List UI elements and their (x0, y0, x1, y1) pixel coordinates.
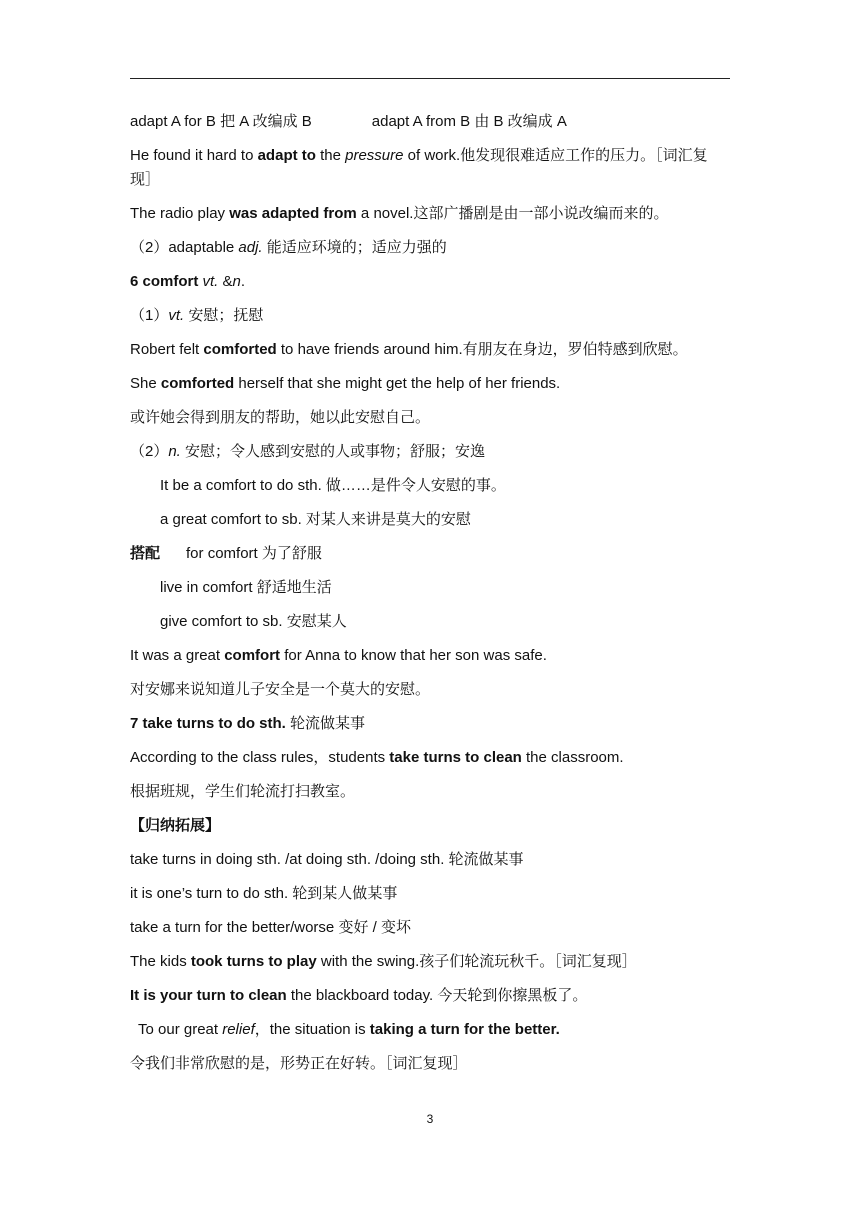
line-comfort-n: （2）n. 安慰；令人感到安慰的人或事物；舒服；安逸 (130, 443, 486, 460)
line-example-anna: It was a great comfort for Anna to know that her son was safe. (130, 647, 547, 664)
line-phrase-great-comfort: a great comfort to sb. 对某人来讲是莫大的安慰 (160, 511, 471, 528)
page-number: 3 (426, 1112, 434, 1126)
line-adaptable: （2）adaptable adj. 能适应环境的；适应力强的 (130, 239, 447, 256)
line-translation-relief: 令我们非常欣慰的是，形势正在好转。［词汇复现］ (130, 1055, 468, 1072)
line-comfort-vt: （1）vt. 安慰；抚慰 (130, 307, 264, 324)
line-example-kids-swing: The kids took turns to play with the swing.孩子们轮流玩秋千。［词汇复现］ (130, 953, 637, 970)
line-phrase-it-be-comfort: It be a comfort to do sth. 做……是件令人安慰的事。 (160, 477, 506, 494)
line-translation-she: 或许她会得到朋友的帮助，她以此安慰自己。 (130, 409, 431, 426)
header-rule (130, 78, 730, 79)
heading-comfort: 6 comfort vt. &n. (130, 273, 246, 290)
line-phrase-take-turns-in: take turns in doing sth. /at doing sth. /doing sth. 轮流做某事 (130, 851, 524, 868)
heading-summary-expansion: 【归纳拓展】 (130, 817, 221, 834)
line-example-blackboard: It is your turn to clean the blackboard today. 今天轮到你擦黑板了。 (130, 987, 588, 1004)
line-example-adapted-from: The radio play was adapted from a novel.这部广播剧是由一部小说改编而来的。 (130, 205, 669, 222)
document-body (130, 110, 730, 1086)
line-phrase-take-a-turn: take a turn for the better/worse 变好 / 变坏 (130, 919, 411, 936)
line-phrase-live-in-comfort: live in comfort 舒适地生活 (160, 579, 332, 596)
line-example-relief: To our great relief，the situation is taking a turn for the better. (138, 1021, 560, 1038)
line-phrase-give-comfort: give comfort to sb. 安慰某人 (160, 613, 347, 630)
line-example-she-comforted: She comforted herself that she might get the help of her friends. (130, 375, 561, 392)
line-phrase-ones-turn: it is one’s turn to do sth. 轮到某人做某事 (130, 885, 398, 902)
line-example-robert: Robert felt comforted to have friends around him.有朋友在身边，罗伯特感到欣慰。 (130, 341, 688, 358)
line-translation-class-rules: 根据班规，学生们轮流打扫教室。 (130, 783, 356, 800)
line-translation-anna: 对安娜来说知道儿子安全是一个莫大的安慰。 (130, 681, 431, 698)
line-collocation: 搭配 for comfort 为了舒服 (130, 545, 322, 562)
line-example-adapt-to: He found it hard to adapt to the pressure of work.他发现很难适应工作的压力。［词汇复现］ (130, 147, 708, 188)
heading-take-turns: 7 take turns to do sth. 轮流做某事 (130, 715, 366, 732)
line-example-class-rules: According to the class rules，students take turns to clean the classroom. (130, 749, 624, 766)
line-adapt-for-from: adapt A for B 把 A 改编成 B adapt A from B 由 B 改编成 A (130, 113, 567, 130)
